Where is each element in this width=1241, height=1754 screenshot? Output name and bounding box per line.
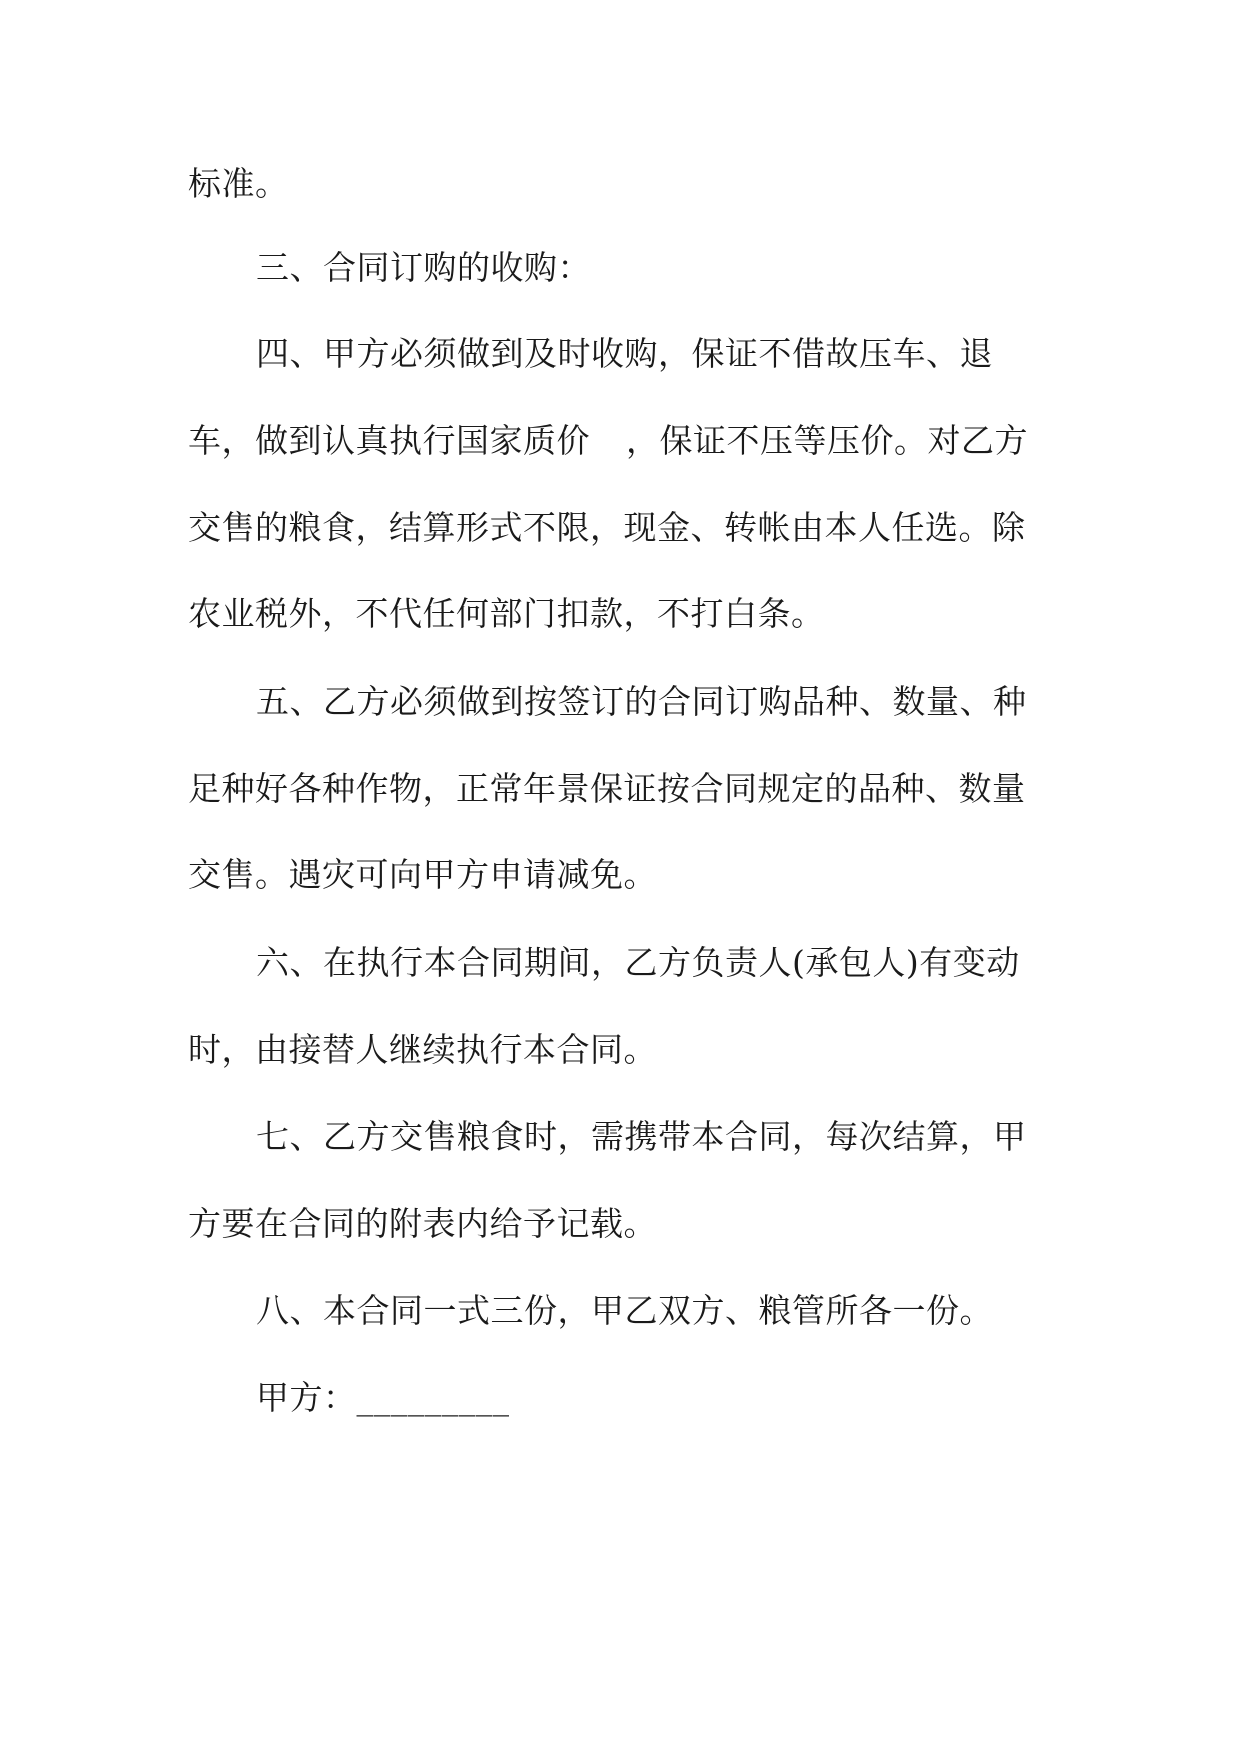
text-line: 八、本合同一式三份，甲乙双方、粮管所各一份。 — [256, 1291, 993, 1330]
text-line-part: ，保证不压等压价。对乙方 — [626, 421, 1028, 460]
text-line: 五、乙方必须做到按签订的合同订购品种、数量、种 — [256, 682, 1027, 721]
text-line: 七、乙方交售粮食时，需携带本合同，每次结算，甲 — [256, 1117, 1027, 1156]
text-line-part: 车，做到认真执行国家质价 — [188, 421, 590, 460]
text-line: 四、甲方必须做到及时收购，保证不借故压车、退 — [256, 334, 993, 373]
section-heading: 三、合同订购的收购： — [256, 248, 591, 287]
text-line: 标准。 — [188, 164, 289, 203]
text-line — [188, 421, 1068, 461]
text-line: 交售的粮食，结算形式不限，现金、转帐由本人任选。除 — [188, 508, 1026, 547]
text-line: 足种好各种作物，正常年景保证按合同规定的品种、数量 — [188, 769, 1026, 808]
text-line: 农业税外，不代任何部门扣款，不打白条。 — [188, 594, 825, 633]
text-line: 时，由接替人继续执行本合同。 — [188, 1030, 657, 1069]
text-line: 交售。遇灾可向甲方申请减免。 — [188, 855, 657, 894]
text-line: 六、在执行本合同期间，乙方负责人(承包人)有变动 — [256, 943, 1020, 982]
text-line: 方要在合同的附表内给予记载。 — [188, 1204, 657, 1243]
signature-line-party-a: 甲方：_________ — [256, 1378, 510, 1417]
